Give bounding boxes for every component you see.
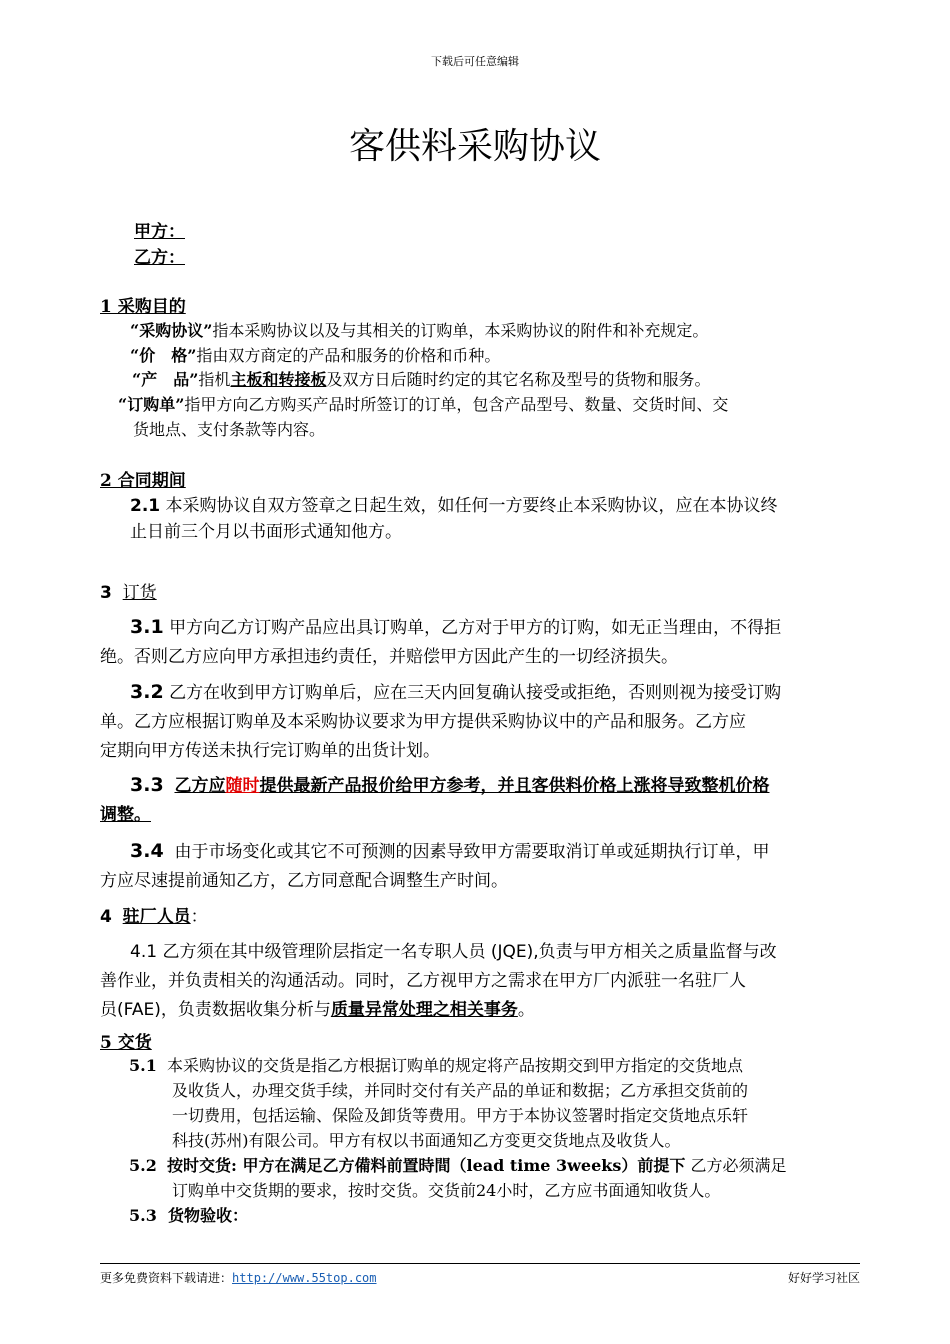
clause-number: 5.2 [129, 1156, 157, 1175]
clause-text: 乙方必须满足 [685, 1156, 787, 1175]
clause-highlight: 质量异常处理之相关事务 [330, 1000, 518, 1020]
clause-text: 本采购协议自双方签章之日起生效，如任何一方要终止本采购协议，应在本协议终 [165, 496, 778, 516]
definition-order-cont: 货地点、支付条款等内容。 [133, 420, 326, 439]
term: “采购协议” [130, 321, 213, 340]
definition-order [118, 392, 728, 415]
definition-text: 及双方日后随时约定的其它名称及型号的货物和服务。 [326, 370, 711, 389]
clause-number: 2.1 [130, 496, 161, 516]
clause-3-4-cont: 方应尽速提前通知乙方，乙方同意配合调整生产时间。 [100, 871, 508, 891]
clause-3-2 [130, 678, 781, 703]
section-title: 订货 [122, 583, 157, 603]
clause-number: 3.1 [130, 616, 164, 638]
clause-4-1-cont-2 [100, 995, 535, 1020]
section-colon: ： [190, 907, 208, 927]
clause-text: 乙方在收到甲方订购单后，应在三天内回复确认接受或拒绝，否则则视为接受订购 [169, 683, 782, 703]
term: “订购单” [118, 395, 185, 414]
clause-number: 5.3 [129, 1206, 157, 1225]
clause-3-3-cont: 调整。 [100, 805, 151, 825]
clause-number: 3.4 [130, 840, 164, 862]
definition-purchase-agreement [130, 318, 708, 341]
clause-text: 。 [517, 1000, 535, 1020]
footer-divider [100, 1263, 860, 1264]
clause-text: 员(FAE)，负责数据收集分析与 [100, 1000, 331, 1020]
clause-5-2 [129, 1153, 786, 1176]
definition-product [132, 367, 710, 390]
clause-2-1-cont: 止日前三个月以书面形式通知他方。 [130, 522, 402, 542]
clause-3-2-cont-1: 单。乙方应根据订购单及本采购协议要求为甲方提供采购协议中的产品和服务。乙方应 [100, 712, 746, 732]
section-title: 驻厂人员 [122, 907, 191, 927]
section-number: 4 [100, 907, 112, 927]
clause-3-1 [130, 613, 781, 638]
clause-5-1-cont-1: 及收货人，办理交货手续，并同时交付有关产品的单证和数据；乙方承担交货前的 [172, 1081, 749, 1100]
clause-5-2-cont: 订购单中交货期的要求，按时交货。交货前24小时，乙方应书面通知收货人。 [172, 1181, 721, 1200]
document-title: 客供料采购协议 [348, 126, 601, 167]
header-note: 下载后可任意编辑 [431, 55, 519, 68]
clause-text: 由于市场变化或其它不可预测的因素导致甲方需要取消订单或延期执行订单，甲 [174, 842, 770, 862]
clause-4-1-cont-1: 善作业，并负责相关的沟通活动。同时，乙方视甲方之需求在甲方厂内派驻一名驻厂人 [100, 971, 746, 991]
clause-number: 3.3 [130, 774, 164, 796]
clause-3-3 [130, 771, 769, 796]
footer-right-text: 好好学习社区 [787, 1271, 860, 1285]
clause-5-1-cont-2: 一切费用，包括运输、保险及卸货等费用。甲方于本协议签署时指定交货地点乐轩 [172, 1106, 749, 1125]
term: “价 格” [130, 346, 197, 365]
section-3-heading [100, 578, 157, 603]
clause-2-1 [130, 491, 778, 516]
footer-left [100, 1269, 377, 1286]
clause-text: 提供最新产品报价给甲方参考，并且客供料价格上涨将导致整机价格 [259, 776, 770, 796]
clause-bold-text: 按时交货: 甲方在满足乙方備料前置時間（lead time 3weeks）前提下 [167, 1156, 686, 1175]
definition-price [130, 343, 500, 366]
clause-text: 货物验收： [167, 1206, 248, 1225]
clause-3-1-cont: 绝。否则乙方应向甲方承担违约责任，并赔偿甲方因此产生的一切经济损失。 [100, 647, 678, 667]
clause-3-2-cont-2: 定期向甲方传送未执行完订购单的出货计划。 [100, 741, 440, 761]
clause-highlight: 随时 [225, 776, 260, 796]
clause-5-3 [129, 1203, 248, 1226]
clause-5-1 [129, 1053, 743, 1076]
clause-number: 3.2 [130, 681, 164, 703]
clause-number: 5.1 [129, 1056, 157, 1075]
clause-text: 甲方向乙方订购产品应出具订购单，乙方对于甲方的订购，如无正当理由，不得拒 [169, 618, 782, 638]
section-5-heading: 5 交货 [100, 1033, 152, 1053]
footer-label: 更多免费资料下载请进： [100, 1271, 233, 1285]
clause-text: 乙方应 [174, 776, 226, 796]
section-2-heading: 2 合同期间 [100, 471, 186, 491]
definition-highlight: 主板和转接板 [230, 370, 327, 389]
party-b-label: 乙方： [134, 248, 185, 268]
section-1-heading: 1 采购目的 [100, 297, 186, 317]
definition-text: 指由双方商定的产品和服务的价格和币种。 [196, 346, 501, 365]
footer-link[interactable]: http://www.55top.com [232, 1271, 377, 1285]
clause-4-1: 4.1 乙方须在其中级管理阶层指定一名专职人员 (JQE),负责与甲方相关之质量监督与改 [130, 942, 777, 962]
clause-text: 本采购协议的交货是指乙方根据订购单的规定将产品按期交到甲方指定的交货地点 [167, 1056, 744, 1075]
clause-5-1-cont-3: 科技(苏州)有限公司。甲方有权以书面通知乙方变更交货地点及收货人。 [172, 1131, 681, 1150]
definition-text: 指机 [198, 370, 231, 389]
section-number: 3 [100, 583, 112, 603]
term: “产 品” [132, 370, 199, 389]
section-4-heading [100, 902, 208, 927]
definition-text: 指本采购协议以及与其相关的订购单，本采购协议的附件和补充规定。 [212, 321, 709, 340]
definition-text: 指甲方向乙方购买产品时所签订的订单，包含产品型号、数量、交货时间、交 [184, 395, 729, 414]
party-a-label: 甲方： [134, 222, 185, 242]
clause-3-4 [130, 837, 769, 862]
